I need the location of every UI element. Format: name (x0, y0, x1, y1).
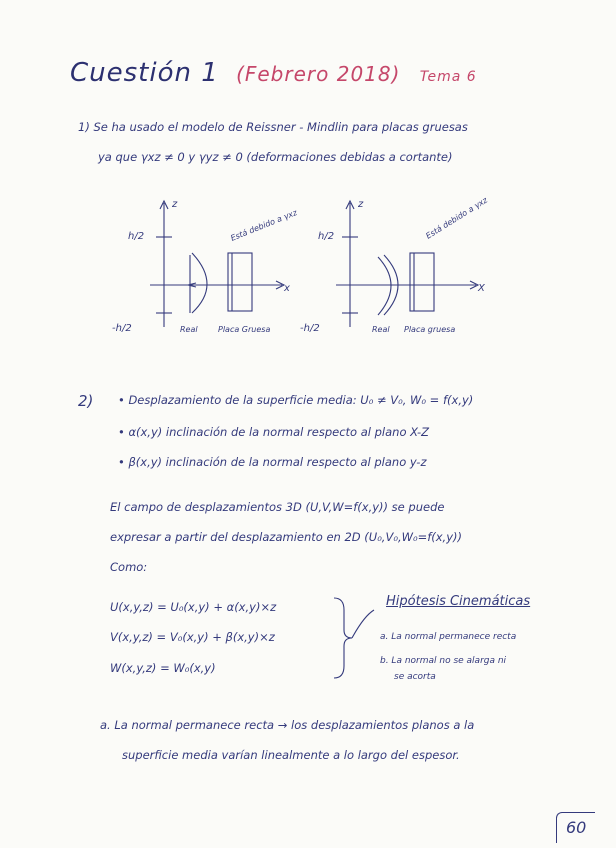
page-number: 60 (566, 818, 587, 837)
hyp-title: Hipótesis Cinemáticas (386, 594, 531, 609)
shear-note-left: Está debido a γxz (229, 208, 299, 243)
note-a-line1: a. La normal permanece recta → los desplazamientos planos a la (100, 718, 475, 732)
h-bottom-left: -h/2 (112, 323, 132, 334)
title-main: Cuestión 1 (70, 58, 219, 88)
eq2: V(x,y,z) = V₀(x,y) + β(x,y)×z (110, 630, 275, 644)
h-top-left: h/2 (128, 231, 145, 242)
brace-arrow (352, 610, 374, 638)
x-label-right: X (478, 283, 485, 294)
z-label-right: z (358, 199, 364, 210)
brace (330, 596, 370, 680)
eq1: U(x,y,z) = U₀(x,y) + α(x,y)×z (110, 600, 277, 614)
real-label-left: Real (180, 325, 198, 334)
q2-bullet2: • α(x,y) inclinación de la normal respecto al plano X-Z (118, 425, 429, 439)
hyp-b1: b. La normal no se alarga ni (380, 656, 507, 666)
brace-path (334, 598, 352, 678)
eq3: W(x,y,z) = W₀(x,y) (110, 661, 216, 675)
figure-left (100, 195, 300, 345)
page-title (70, 58, 477, 88)
hyp-a: a. La normal permanece recta (380, 632, 517, 642)
q2-number: 2) (78, 392, 94, 410)
z-label-left: z (172, 199, 178, 210)
hyp-b2: se acorta (394, 672, 436, 682)
q2-para1: El campo de desplazamientos 3D (U,V,W=f(x,y)) se puede (110, 500, 445, 514)
h-top-right: h/2 (318, 231, 335, 242)
plate-label-right: Placa gruesa (404, 325, 456, 334)
title-date: (Febrero 2018) (236, 62, 401, 86)
q2-como: Como: (110, 560, 148, 574)
q2-para2: expresar a partir del desplazamiento en 2D (U₀,V₀,W₀=f(x,y)) (110, 530, 462, 544)
x-label-left: x (284, 283, 290, 294)
plate-label-left: Placa Gruesa (218, 325, 271, 334)
note-a-line2: superficie media varían linealmente a lo largo del espesor. (122, 748, 460, 762)
real-label-right: Real (372, 325, 390, 334)
real-curve-right-a (378, 257, 391, 315)
shear-note-right: Está debido a γxz (424, 195, 490, 241)
h-bottom-right: -h/2 (300, 323, 320, 334)
q1-line1: 1) Se ha usado el modelo de Reissner - Mindlin para placas gruesas (78, 120, 468, 134)
q2-bullet1: • Desplazamiento de la superficie media: U₀ ≠ V₀, W₀ = f(x,y) (118, 393, 474, 407)
title-tema: Tema 6 (419, 69, 477, 85)
q2-bullet3: • β(x,y) inclinación de la normal respecto al plano y-z (118, 455, 427, 469)
q1-line2: ya que γxz ≠ 0 y γyz ≠ 0 (deformaciones debidas a cortante) (98, 150, 453, 164)
figure-right (300, 195, 500, 345)
